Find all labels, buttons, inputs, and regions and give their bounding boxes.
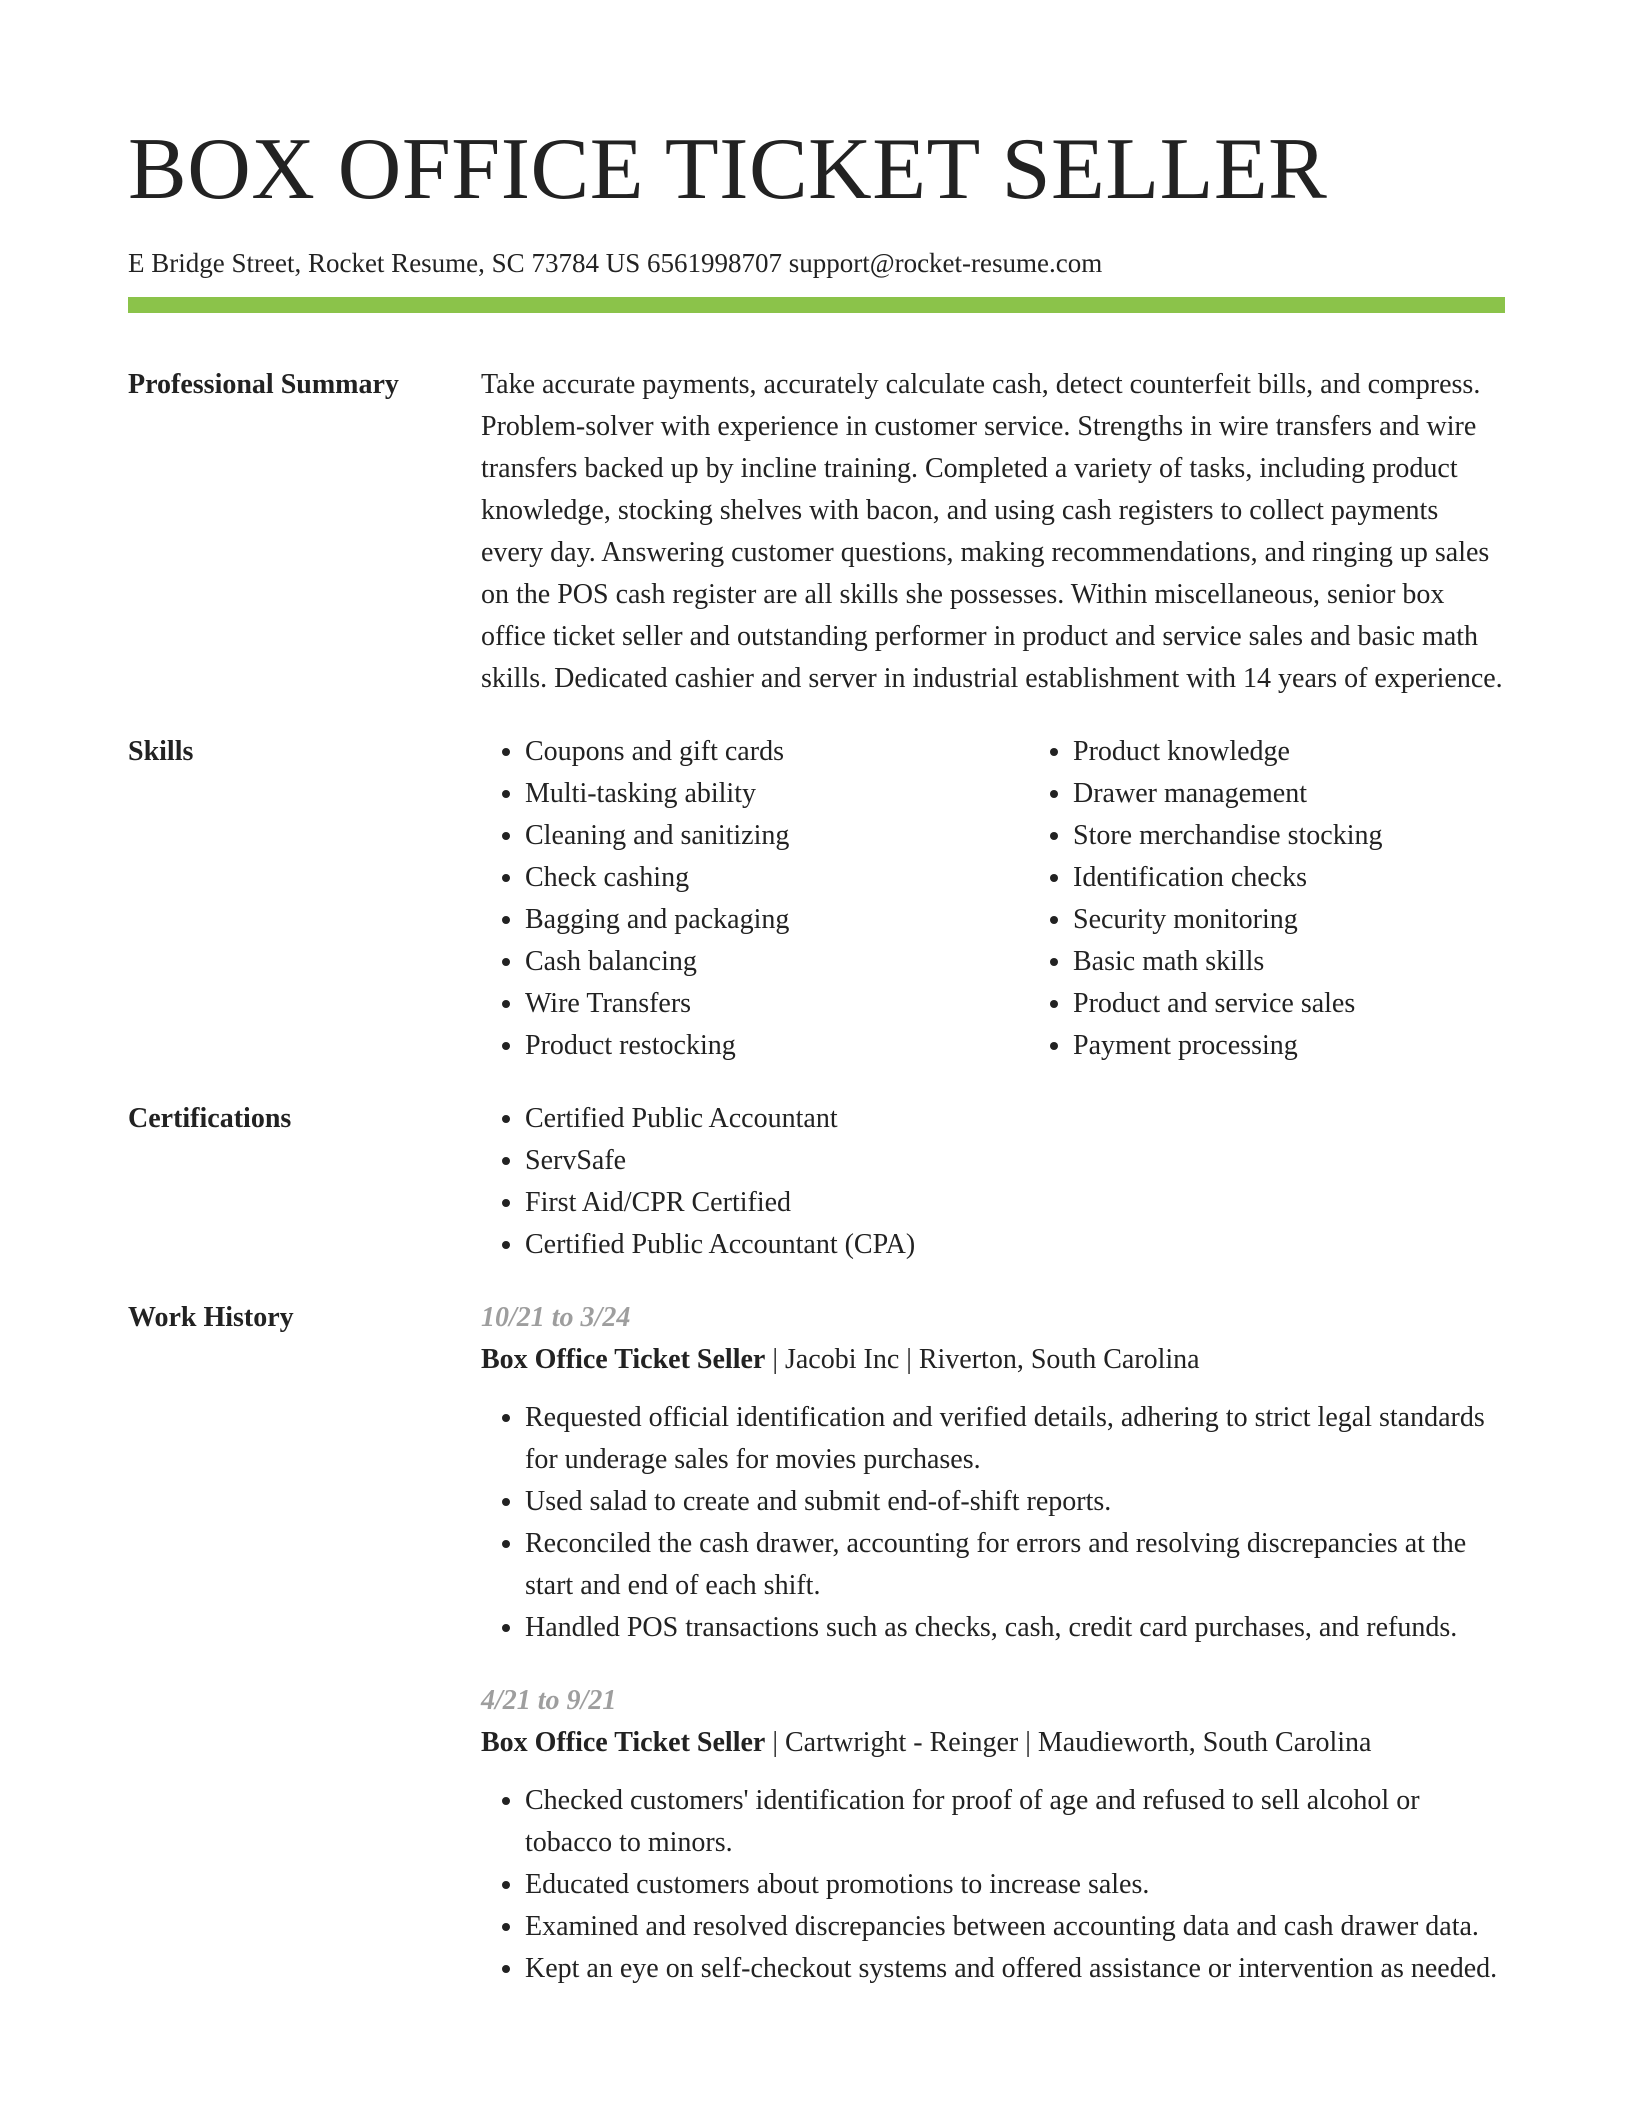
- skill-item: • Product restocking: [525, 1025, 1029, 1067]
- certification-item: • First Aid/CPR Certified: [525, 1182, 1505, 1224]
- job-heading: [481, 1722, 1505, 1764]
- job-bullet: • Handled POS transactions such as checks, cash, credit card purchases, and refunds.: [525, 1607, 1505, 1649]
- job-bullet: • Reconciled the cash drawer, accounting for errors and resolving discrepancies at the start and end of each shift.: [525, 1523, 1505, 1607]
- skill-item: • Bagging and packaging: [525, 899, 1029, 941]
- skill-item: • Cleaning and sanitizing: [525, 815, 1029, 857]
- job-bullet: • Examined and resolved discrepancies between accounting data and cash drawer data.: [525, 1906, 1505, 1948]
- job-entry: [481, 1680, 1505, 1990]
- certification-item: • Certified Public Accountant: [525, 1098, 1505, 1140]
- job-entry: [481, 1297, 1505, 1649]
- job-bullet: • Requested official identification and verified details, adhering to strict legal standards for underage sales for movies purchases.: [525, 1397, 1505, 1481]
- job-bullet: • Used salad to create and submit end-of-shift reports.: [525, 1481, 1505, 1523]
- skills-section: [128, 731, 1505, 1067]
- job-bullet: • Checked customers' identification for proof of age and refused to sell alcohol or tobacco to minors.: [525, 1780, 1505, 1864]
- header-divider: [128, 297, 1505, 313]
- skill-item: • Coupons and gift cards: [525, 731, 1029, 773]
- skills-list-right: [1029, 731, 1577, 1067]
- skill-item: • Product and service sales: [1073, 983, 1577, 1025]
- skill-item: • Security monitoring: [1073, 899, 1577, 941]
- certification-item: • ServSafe: [525, 1140, 1505, 1182]
- resume-page: [128, 0, 1505, 1990]
- skill-item: • Store merchandise stocking: [1073, 815, 1577, 857]
- skill-item: • Check cashing: [525, 857, 1029, 899]
- skill-item: • Product knowledge: [1073, 731, 1577, 773]
- job-title: Box Office Ticket Seller: [481, 1727, 766, 1758]
- job-bullets: [481, 1780, 1505, 1990]
- skills-label: Skills: [128, 736, 194, 767]
- summary-section: [128, 364, 1505, 700]
- candidate-name: BOX OFFICE TICKET SELLER: [128, 121, 1328, 218]
- skill-item: • Wire Transfers: [525, 983, 1029, 1025]
- job-employer-location: | Jacobi Inc | Riverton, South Carolina: [765, 1344, 1200, 1375]
- job-bullets: [481, 1397, 1505, 1649]
- job-title: Box Office Ticket Seller: [481, 1344, 766, 1375]
- job-dates: 10/21 to 3/24: [481, 1302, 631, 1333]
- certification-item: • Certified Public Accountant (CPA): [525, 1224, 1505, 1266]
- job-employer-location: | Cartwright - Reinger | Maudieworth, South Carolina: [765, 1727, 1372, 1758]
- job-heading: [481, 1339, 1505, 1381]
- job-dates: 4/21 to 9/21: [481, 1685, 617, 1716]
- skill-item: • Cash balancing: [525, 941, 1029, 983]
- work-history-label: Work History: [128, 1302, 294, 1333]
- work-history-section: [128, 1297, 1505, 1990]
- summary-label: Professional Summary: [128, 369, 399, 400]
- skill-item: • Multi-tasking ability: [525, 773, 1029, 815]
- job-bullet: • Kept an eye on self-checkout systems and offered assistance or intervention as needed.: [525, 1948, 1505, 1990]
- certifications-section: [128, 1098, 1505, 1266]
- certifications-list: [481, 1098, 1505, 1266]
- contact-line: E Bridge Street, Rocket Resume, SC 73784 US 6561998707 support@rocket-resume.com: [128, 248, 1103, 278]
- summary-text: Take accurate payments, accurately calculate cash, detect counterfeit bills, and compress. Problem-solver with experience in customer service. Strengths in wire transfers and wire transfers backed up by incline training. Completed a variety of tasks, including product knowledge, stocking shelves with bacon, and using cash registers to collect payments every day. Answering customer questions, making recommendations, and ringing up sales on the POS cash register are all skills she possesses. Within miscellaneous, senior box office ticket seller and outstanding performer in product and service sales and basic math skills. Dedicated cashier and server in industrial establishment with 14 years of experience.: [481, 369, 1503, 694]
- certifications-label: Certifications: [128, 1103, 292, 1134]
- skill-item: • Payment processing: [1073, 1025, 1577, 1067]
- skill-item: • Basic math skills: [1073, 941, 1577, 983]
- skills-list-left: [481, 731, 1029, 1067]
- skill-item: • Drawer management: [1073, 773, 1577, 815]
- job-bullet: • Educated customers about promotions to increase sales.: [525, 1864, 1505, 1906]
- skill-item: • Identification checks: [1073, 857, 1577, 899]
